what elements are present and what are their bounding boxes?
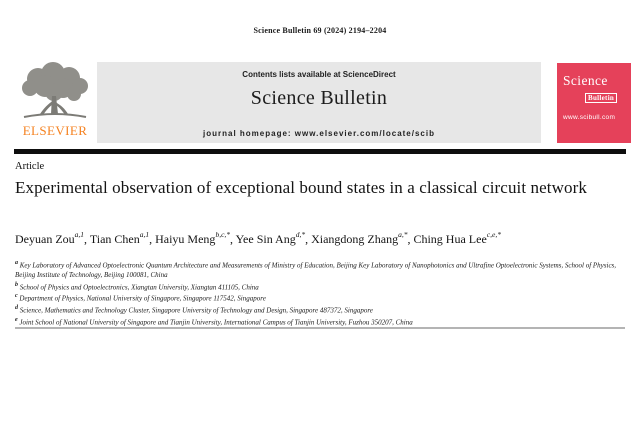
running-head-citation: Science Bulletin 69 (2024) 2194–2204 <box>253 26 387 35</box>
masthead-box <box>97 62 541 143</box>
author-affil-sup: c,e,* <box>486 230 501 239</box>
author: Deyuan Zou$^{a,1}$, <box>15 230 90 246</box>
elsevier-tree-icon <box>18 62 92 122</box>
sciencedirect-link[interactable]: Contents lists available at ScienceDirect <box>242 70 396 79</box>
journal-name: Science Bulletin <box>250 87 388 109</box>
article-title: Experimental observation of exceptional bound states in a classical circuit network <box>15 178 587 197</box>
author-affil-sup: a,1 <box>139 230 150 239</box>
affiliation: $^a$ Key Laboratory of Advanced Optoelectronic Quantum Architecture and Measurements of Ministry of Education, Beijing Key Laboratory of Nanophotonics and Ultrafine Optoelectronic Systems, School of Physics, Beijing Institute of Technology, Beijing 100081, China <box>15 260 617 279</box>
article-type-label: Article <box>15 161 45 172</box>
journal-cover-thumbnail <box>557 63 631 143</box>
author-list <box>15 231 627 247</box>
author: Yee Sin Ang$^{d,*}$, <box>235 230 312 246</box>
masthead-divider-bar <box>14 149 626 154</box>
elsevier-logo <box>14 62 96 144</box>
author: Tian Chen$^{a,1}$, <box>89 230 156 246</box>
author: Xiangdong Zhang$^{a,*}$, <box>311 230 414 246</box>
author-affil-sup: a,* <box>398 230 408 239</box>
author-affil-sup: d,* <box>295 230 306 239</box>
author: Ching Hua Lee$^{c,e,*}$ <box>413 230 501 246</box>
author-affil-sup: b,c,* <box>215 230 231 239</box>
section-divider-line <box>15 327 625 329</box>
affiliation-list <box>15 259 626 328</box>
cover-url: www.scibull.com <box>563 114 616 121</box>
affiliation: $^e$ Joint School of National University of Singapore and Tianjin University, International Campus of Tianjin University, Fuzhou 350207, China <box>15 317 413 327</box>
journal-homepage-link[interactable]: journal homepage: www.elsevier.com/locate/scib <box>203 129 435 138</box>
author: Haiyu Meng$^{b,c,*}$, <box>155 230 236 246</box>
author-affil-sup: a,1 <box>74 230 85 239</box>
affiliation: $^d$ Science, Mathematics and Technology Cluster, Singapore University of Technology and Design, Singapore 487372, Singapore <box>15 305 373 315</box>
affiliation: $^c$ Department of Physics, National University of Singapore, Singapore 117542, Singapore <box>15 293 266 303</box>
cover-subtitle: Bulletin <box>585 93 617 103</box>
cover-title: Science <box>563 73 608 88</box>
elsevier-wordmark: ELSEVIER <box>22 123 88 138</box>
affiliation: $^b$ School of Physics and Optoelectronics, Xiangtan University, Xiangtan 411105, China <box>15 281 259 291</box>
